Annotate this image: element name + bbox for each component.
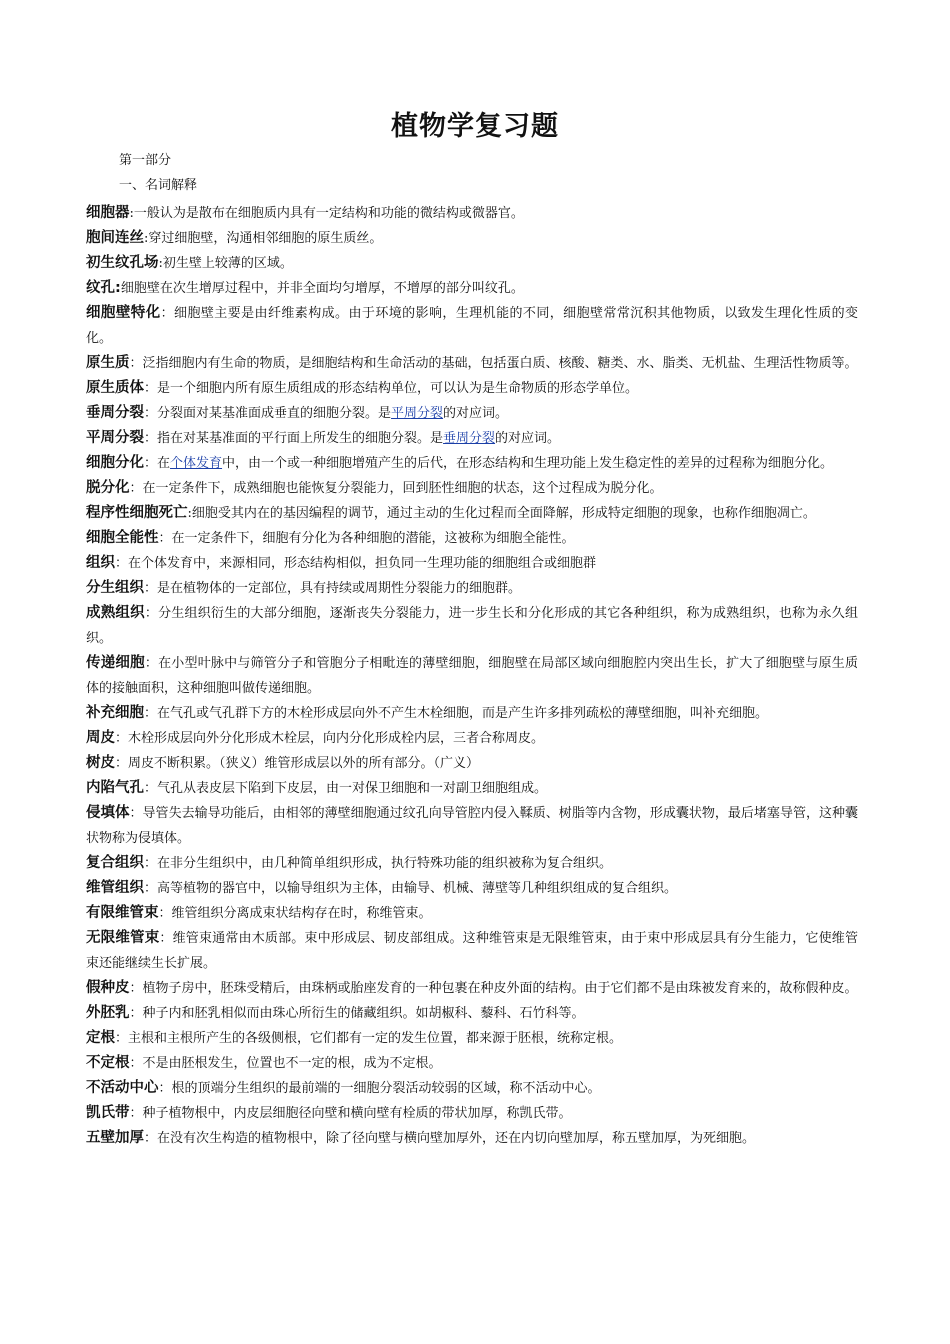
term-separator: ： xyxy=(144,406,158,421)
term-separator: : xyxy=(144,231,149,246)
glossary-entry xyxy=(86,401,858,426)
cross-reference-link[interactable]: 个体发育 xyxy=(170,456,223,471)
glossary-entry xyxy=(86,201,858,226)
definition-text: 一般认为是散布在细胞质内具有一定结构和功能的微结构或微器官。 xyxy=(133,206,524,221)
glossary-entry xyxy=(86,726,858,751)
glossary-entry xyxy=(86,276,858,301)
glossary-entry xyxy=(86,351,858,376)
definition-text: 是在植物体的一定部位，具有持续或周期性分裂能力的细胞群。 xyxy=(157,581,522,596)
glossary-term: 维管组织 xyxy=(86,880,144,896)
glossary-entry xyxy=(86,1076,858,1101)
glossary-entry xyxy=(86,501,858,526)
glossary-term: 侵填体 xyxy=(86,805,130,821)
definition-text: 在气孔或气孔群下方的木栓形成层向外不产生木栓细胞，而是产生许多排列疏松的薄壁细胞，叫补充细胞。 xyxy=(157,706,769,721)
cross-reference-link[interactable]: 平周分裂 xyxy=(391,406,444,421)
glossary-entry xyxy=(86,701,858,726)
definition-text: 在非分生组织中，由几种简单组织形成，执行特殊功能的组织被称为复合组织。 xyxy=(157,856,613,871)
glossary-entry xyxy=(86,1126,858,1151)
term-separator: ： xyxy=(144,1131,158,1146)
glossary-term: 凯氏带 xyxy=(86,1105,130,1121)
glossary-entry xyxy=(86,1101,858,1126)
glossary-term: 假种皮 xyxy=(86,980,130,996)
glossary-entry xyxy=(86,376,858,401)
definition-text: 周皮不断积累。（狭义）维管形成层以外的所有部分。（广义） xyxy=(128,756,480,771)
definition-text: 不是由胚根发生，位置也不一定的根，成为不定根。 xyxy=(142,1056,442,1071)
definition-text: 在 xyxy=(157,456,171,471)
definition-text: 在小型叶脉中与筛管分子和管胞分子相毗连的薄壁细胞，细胞壁在局部区域向细胞腔内突出生长，扩大了细胞壁与原生质体的接触面积，这种细胞叫做传递细胞。 xyxy=(86,656,858,696)
glossary-entry xyxy=(86,651,858,701)
definition-text: 分生组织衍生的大部分细胞，逐渐丧失分裂能力，进一步生长和分化形成的其它各种组织，称为成熟组织，也称为永久组织。 xyxy=(86,606,858,646)
glossary-entry xyxy=(86,751,858,776)
cross-reference-link[interactable]: 垂周分裂 xyxy=(443,431,496,446)
glossary-entry xyxy=(86,1001,858,1026)
glossary-term: 细胞分化 xyxy=(86,455,144,471)
glossary-term: 纹孔: xyxy=(86,280,121,296)
definition-text: 木栓形成层向外分化形成木栓层，向内分化形成栓内层，三者合称周皮。 xyxy=(128,731,545,746)
definition-text: 导管失去输导功能后，由相邻的薄壁细胞通过纹孔向导管腔内侵入鞣质、树脂等内含物，形成囊状物，最后堵塞导管，这种囊状物称为侵填体。 xyxy=(86,806,858,846)
glossary-term: 补充细胞 xyxy=(86,705,144,721)
term-separator: ： xyxy=(129,1056,143,1071)
glossary-entry xyxy=(86,1026,858,1051)
glossary-term: 无限维管束 xyxy=(86,930,160,946)
term-separator: ： xyxy=(129,1006,143,1021)
glossary-entry xyxy=(86,776,858,801)
glossary-term: 不定根 xyxy=(86,1055,130,1071)
glossary-term: 细胞器 xyxy=(86,205,130,221)
glossary-term: 传递细胞 xyxy=(86,655,145,671)
glossary-entry xyxy=(86,851,858,876)
glossary-entry xyxy=(86,251,858,276)
glossary-term: 有限维管束 xyxy=(86,905,159,921)
term-separator: ： xyxy=(144,656,159,671)
glossary-term: 组织 xyxy=(86,555,115,571)
glossary-term: 程序性细胞死亡 xyxy=(86,505,188,521)
glossary-entry xyxy=(86,926,858,976)
glossary-entry xyxy=(86,426,858,451)
glossary-term: 五壁加厚 xyxy=(86,1130,144,1146)
glossary-entry xyxy=(86,451,858,476)
term-separator: ： xyxy=(158,906,172,921)
definition-text: 气孔从表皮层下陷到下皮层，由一对保卫细胞和一对副卫细胞组成。 xyxy=(157,781,548,796)
definition-text: 种子植物根中，内皮层细胞径向壁和横向壁有栓质的带状加厚，称凯氏带。 xyxy=(142,1106,572,1121)
term-separator: ： xyxy=(129,981,143,996)
glossary-entry xyxy=(86,601,858,651)
glossary-entry xyxy=(86,576,858,601)
term-separator: ： xyxy=(129,1106,143,1121)
definition-text: 在一定条件下，成熟细胞也能恢复分裂能力，回到胚性细胞的状态，这个过程成为脱分化。 xyxy=(142,481,663,496)
glossary-term: 垂周分裂 xyxy=(86,405,144,421)
glossary-entry xyxy=(86,226,858,251)
definition-text: 主根和主根所产生的各级侧根，它们都有一定的发生位置，都来源于胚根，统称定根。 xyxy=(128,1031,623,1046)
definition-text: 细胞壁主要是由纤维素构成。由于环境的影响，生理机能的不同，细胞壁常常沉积其他物质，以致发生理化性质的变化。 xyxy=(86,306,858,346)
glossary-term: 树皮 xyxy=(86,755,115,771)
definition-text: 维管组织分离成束状结构存在时，称维管束。 xyxy=(171,906,432,921)
term-separator: ： xyxy=(129,356,143,371)
glossary-entry xyxy=(86,876,858,901)
glossary-term: 定根 xyxy=(86,1030,115,1046)
glossary-term: 脱分化 xyxy=(86,480,130,496)
glossary-term: 内陷气孔 xyxy=(86,780,144,796)
glossary-entry xyxy=(86,301,858,351)
glossary-term: 初生纹孔场 xyxy=(86,255,159,271)
term-separator: ： xyxy=(144,456,158,471)
definition-text: 高等植物的器官中，以输导组织为主体，由输导、机械、薄壁等几种组织组成的复合组织。 xyxy=(157,881,678,896)
definition-text: 的对应词。 xyxy=(443,406,509,421)
term-separator: ： xyxy=(115,1031,129,1046)
term-separator: ： xyxy=(144,881,158,896)
term-separator: ： xyxy=(144,781,158,796)
definition-text: 在个体发育中，来源相同，形态结构相似，担负同一生理功能的细胞组合或细胞群 xyxy=(128,556,597,571)
term-separator: ： xyxy=(144,606,159,621)
glossary-term: 平周分裂 xyxy=(86,430,144,446)
definition-text: 穿过细胞壁，沟通相邻细胞的原生质丝。 xyxy=(148,231,383,246)
glossary-term: 不活动中心 xyxy=(86,1080,159,1096)
definition-text: 种子内和胚乳相似而由珠心所衍生的储藏组织。如胡椒科、藜科、石竹科等。 xyxy=(142,1006,585,1021)
term-separator: ： xyxy=(144,706,158,721)
glossary-list xyxy=(86,201,858,1151)
term-separator: ： xyxy=(144,431,158,446)
glossary-entry xyxy=(86,901,858,926)
glossary-entry xyxy=(86,801,858,851)
term-separator: ： xyxy=(129,481,143,496)
definition-text: 初生壁上较薄的区域。 xyxy=(162,256,293,271)
definition-text: 细胞壁在次生增厚过程中，并非全面均匀增厚，不增厚的部分叫纹孔。 xyxy=(120,281,524,296)
glossary-term: 成熟组织 xyxy=(86,605,145,621)
definition-text: 细胞受其内在的基因编程的调节，通过主动的生化过程而全面降解，形成特定细胞的现象，也称作细胞凋亡。 xyxy=(191,506,816,521)
term-separator: ： xyxy=(144,856,158,871)
term-separator: ： xyxy=(115,731,129,746)
definition-text: 是一个细胞内所有原生质组成的形态结构单位，可以认为是生命物质的形态学单位。 xyxy=(157,381,639,396)
definition-text: 在一定条件下，细胞有分化为各种细胞的潜能，这被称为细胞全能性。 xyxy=(171,531,575,546)
definition-text: 的对应词。 xyxy=(495,431,561,446)
glossary-term: 细胞壁特化 xyxy=(86,305,161,321)
part-heading: 第一部分 xyxy=(119,153,172,168)
term-separator: : xyxy=(158,256,163,271)
definition-text: 指在对某基准面的平行面上所发生的细胞分裂。是 xyxy=(157,431,444,446)
term-separator: ： xyxy=(160,306,175,321)
glossary-term: 周皮 xyxy=(86,730,115,746)
term-separator: : xyxy=(129,206,134,221)
glossary-entry xyxy=(86,1051,858,1076)
glossary-term: 外胚乳 xyxy=(86,1005,130,1021)
glossary-entry xyxy=(86,476,858,501)
definition-text: 分裂面对某基准面成垂直的细胞分裂。是 xyxy=(157,406,392,421)
term-separator: ： xyxy=(115,556,129,571)
page-title: 植物学复习题 xyxy=(391,111,559,142)
definition-text: 泛指细胞内有生命的物质，是细胞结构和生命活动的基础，包括蛋白质、核酸、糖类、水、脂类、无机盐、生理活性物质等。 xyxy=(142,356,858,371)
glossary-term: 胞间连丝 xyxy=(86,230,144,246)
definition-text: 根的顶端分生组织的最前端的一细胞分裂活动较弱的区域，称不活动中心。 xyxy=(171,1081,601,1096)
glossary-entry xyxy=(86,526,858,551)
glossary-entry xyxy=(86,551,858,576)
definition-text: 维管束通常由木质部。束中形成层、韧皮部组成。这种维管束是无限维管束，由于束中形成层具有分生能力，它使维管束还能继续生长扩展。 xyxy=(86,931,858,971)
glossary-term: 原生质体 xyxy=(86,380,144,396)
glossary-term: 原生质 xyxy=(86,355,130,371)
term-separator: ： xyxy=(158,531,172,546)
definition-text: 中，由一个或一种细胞增殖产生的后代，在形态结构和生理功能上发生稳定性的差异的过程称为细胞分化。 xyxy=(222,456,834,471)
term-separator: : xyxy=(187,506,192,521)
definition-text: 植物子房中，胚珠受精后，由珠柄或胎座发育的一种包裹在种皮外面的结构。由于它们都不是由珠被发育来的，故称假种皮。 xyxy=(142,981,858,996)
term-separator: ： xyxy=(144,581,158,596)
glossary-term: 复合组织 xyxy=(86,855,144,871)
term-separator: ： xyxy=(144,381,158,396)
term-separator: ： xyxy=(159,931,173,946)
section-heading: 一、名词解释 xyxy=(119,178,198,193)
term-separator: ： xyxy=(129,806,143,821)
term-separator: ： xyxy=(158,1081,172,1096)
definition-text: 在没有次生构造的植物根中，除了径向壁与横向壁加厚外，还在内切向壁加厚，称五壁加厚，为死细胞。 xyxy=(157,1131,756,1146)
glossary-entry xyxy=(86,976,858,1001)
term-separator: ： xyxy=(115,756,129,771)
glossary-term: 细胞全能性 xyxy=(86,530,159,546)
glossary-term: 分生组织 xyxy=(86,580,144,596)
